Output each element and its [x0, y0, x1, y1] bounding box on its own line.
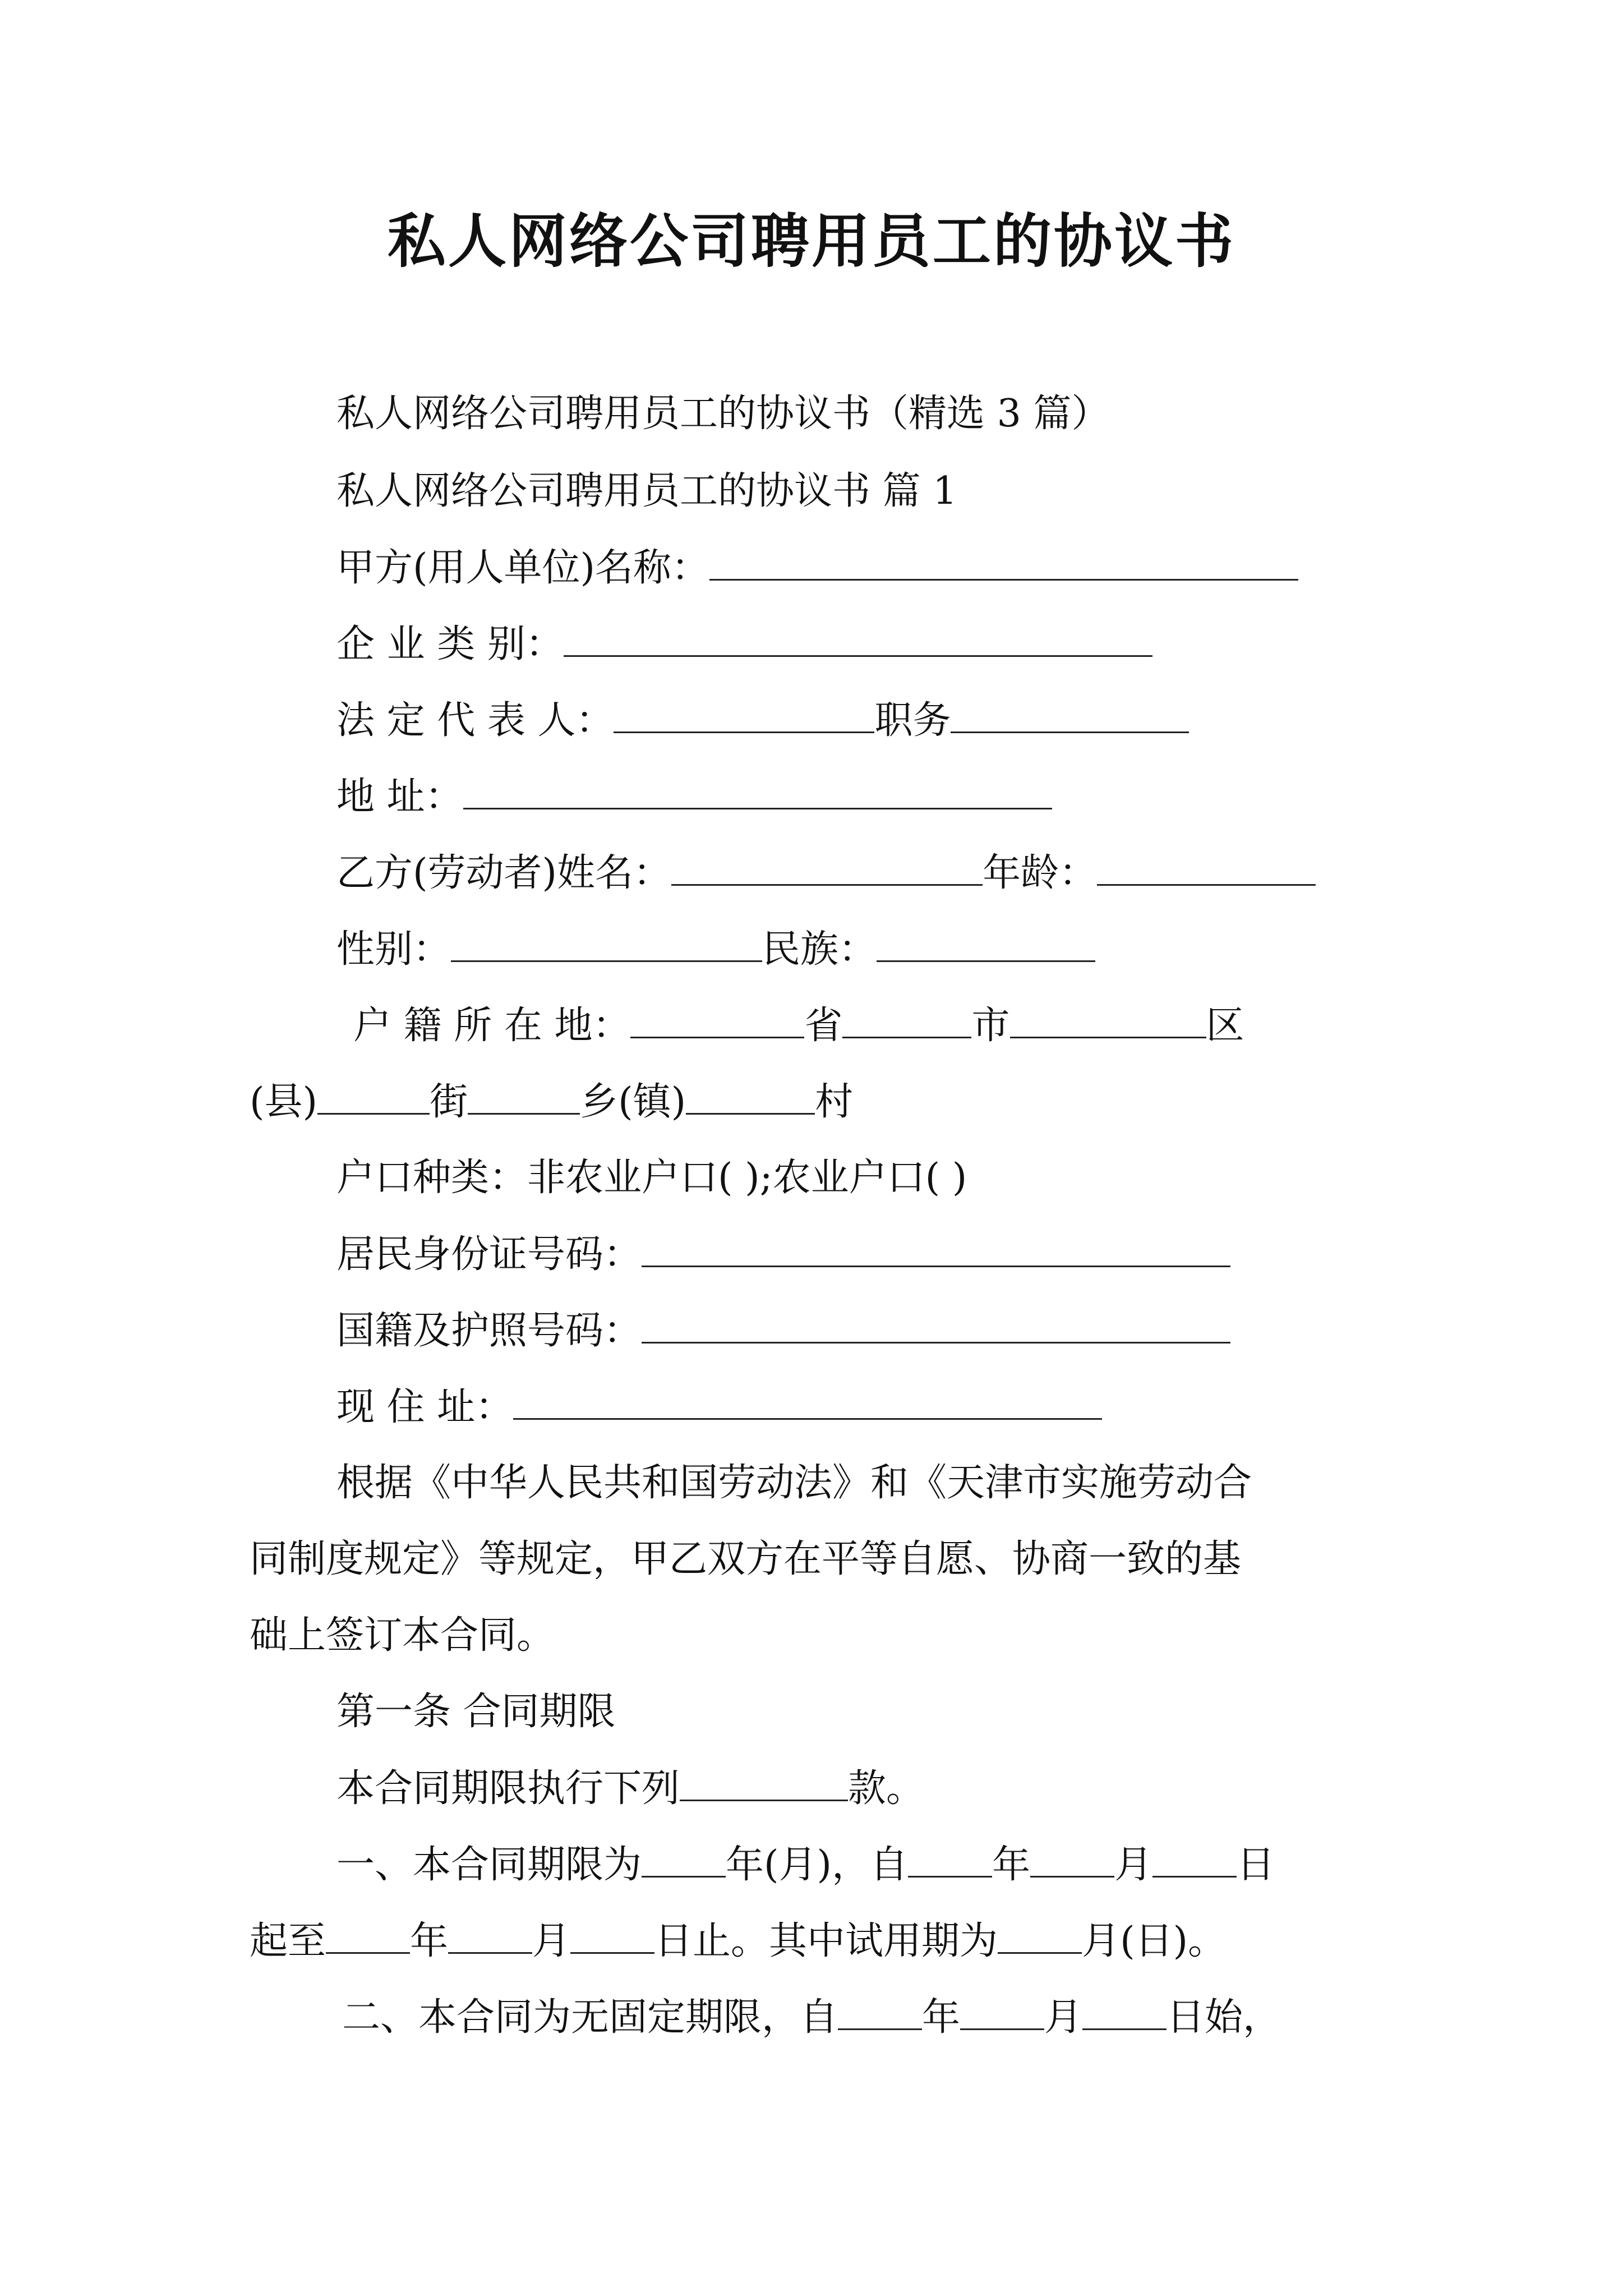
current-address-blank	[513, 1379, 1102, 1420]
probation-blank	[998, 1913, 1082, 1954]
legal-rep-row	[336, 692, 1189, 749]
county-blank	[317, 1074, 430, 1115]
current-address-label: 现 住 址：	[336, 1385, 514, 1429]
township-label: 乡(镇)	[580, 1080, 686, 1124]
province-blank	[630, 997, 804, 1038]
hukou-location-label: 户 籍 所 在 地：	[353, 1004, 631, 1048]
employee-name-blank	[671, 845, 983, 886]
clause-2-year-label: 年	[922, 1995, 961, 2040]
hukou-location-row-continued	[250, 1074, 853, 1130]
hukou-type-row: 户口种类：非农业户口( );农业户口( )	[336, 1156, 967, 1200]
clause-2-day-label: 日始，	[1166, 1995, 1281, 2040]
district-blank	[1010, 997, 1206, 1038]
enterprise-type-label: 企 业 类 别：	[336, 622, 564, 666]
clause-2-row	[342, 1989, 1281, 2046]
document-subtitle: 私人网络公司聘用员工的协议书（精选 3 篇）	[336, 392, 1110, 436]
section-heading: 私人网络公司聘用员工的协议书 篇 1	[336, 469, 957, 513]
intro-line-3: 础上签订本合同。	[250, 1613, 555, 1658]
position-blank	[951, 692, 1189, 733]
start-day-blank	[1152, 1837, 1237, 1878]
id-number-blank	[642, 1226, 1230, 1267]
enterprise-type-row	[336, 616, 1152, 673]
clause-2-year-blank	[838, 1989, 922, 2030]
ethnicity-label: 民族：	[762, 927, 877, 972]
start-month-blank	[1030, 1837, 1114, 1878]
qizhi-label: 起至	[250, 1919, 326, 1963]
id-number-row	[336, 1226, 1230, 1283]
current-address-row	[336, 1379, 1102, 1435]
township-blank	[686, 1074, 815, 1115]
term-blank	[680, 1760, 848, 1801]
address-label: 地 址：	[336, 775, 463, 819]
city-blank	[842, 997, 971, 1038]
employee-name-label: 乙方(劳动者)姓名：	[336, 851, 672, 895]
ethnicity-blank	[877, 921, 1095, 962]
city-label: 市	[971, 1004, 1010, 1048]
clause-1-row-continued	[250, 1913, 1226, 1970]
probation-label: 月(日)。	[1082, 1919, 1227, 1963]
gender-row	[336, 921, 1095, 978]
gender-label: 性别：	[336, 927, 451, 972]
street-label: 街	[430, 1080, 468, 1124]
address-blank	[463, 769, 1052, 809]
clause-2-month-blank	[960, 1989, 1044, 2030]
start-day-label: 日	[1237, 1843, 1275, 1887]
street-blank	[468, 1074, 580, 1115]
term-suffix: 款。	[848, 1766, 925, 1811]
end-year-blank	[326, 1913, 410, 1954]
employer-name-blank	[709, 540, 1298, 581]
term-prefix: 本合同期限执行下列	[336, 1766, 680, 1811]
position-label: 职务	[874, 698, 951, 743]
end-day-label: 日止。其中试用期为	[654, 1919, 998, 1963]
enterprise-type-blank	[564, 616, 1152, 657]
document-title: 私人网络公司聘用员工的协议书	[387, 206, 1235, 275]
age-label: 年龄：	[983, 851, 1098, 895]
end-month-blank	[448, 1913, 532, 1954]
employee-name-row	[336, 845, 1316, 901]
clause-1-prefix: 一、本合同期限为	[336, 1843, 642, 1887]
nationality-passport-label: 国籍及护照号码：	[336, 1309, 642, 1353]
district-label: 区	[1206, 1004, 1244, 1048]
clause-1-row	[336, 1837, 1275, 1893]
end-year-label: 年	[410, 1919, 449, 1963]
article-1-heading: 第一条 合同期限	[336, 1690, 616, 1734]
province-label: 省	[804, 1004, 843, 1048]
clause-1-duration-blank	[642, 1837, 726, 1878]
end-month-label: 月	[532, 1919, 571, 1963]
start-month-label: 月	[1114, 1843, 1153, 1887]
legal-rep-blank	[614, 692, 874, 733]
start-year-label: 年	[992, 1843, 1031, 1887]
intro-line-2: 同制度规定》等规定，甲乙双方在平等自愿、协商一致的基	[250, 1537, 1242, 1581]
address-row	[336, 769, 1052, 825]
start-year-blank	[908, 1837, 992, 1878]
county-label: (县)	[250, 1080, 318, 1124]
id-number-label: 居民身份证号码：	[336, 1232, 642, 1277]
clause-2-month-label: 月	[1044, 1995, 1083, 2040]
intro-line-1: 根据《中华人民共和国劳动法》和《天津市实施劳动合	[336, 1461, 1252, 1505]
clause-2-prefix: 二、本合同为无固定期限，自	[342, 1995, 838, 2040]
nationality-passport-row	[336, 1303, 1230, 1359]
age-blank	[1097, 845, 1316, 886]
employer-name-label: 甲方(用人单位)名称：	[336, 546, 710, 590]
hukou-location-row	[353, 997, 1244, 1054]
legal-rep-label: 法 定 代 表 人：	[336, 698, 614, 743]
nationality-passport-blank	[642, 1303, 1230, 1343]
village-label: 村	[815, 1080, 854, 1124]
clause-2-day-blank	[1082, 1989, 1166, 2030]
term-row	[336, 1760, 924, 1817]
end-day-blank	[570, 1913, 654, 1954]
employer-name-row	[336, 540, 1298, 596]
year-month-label: 年(月)，自	[726, 1843, 909, 1887]
gender-blank	[451, 921, 762, 962]
